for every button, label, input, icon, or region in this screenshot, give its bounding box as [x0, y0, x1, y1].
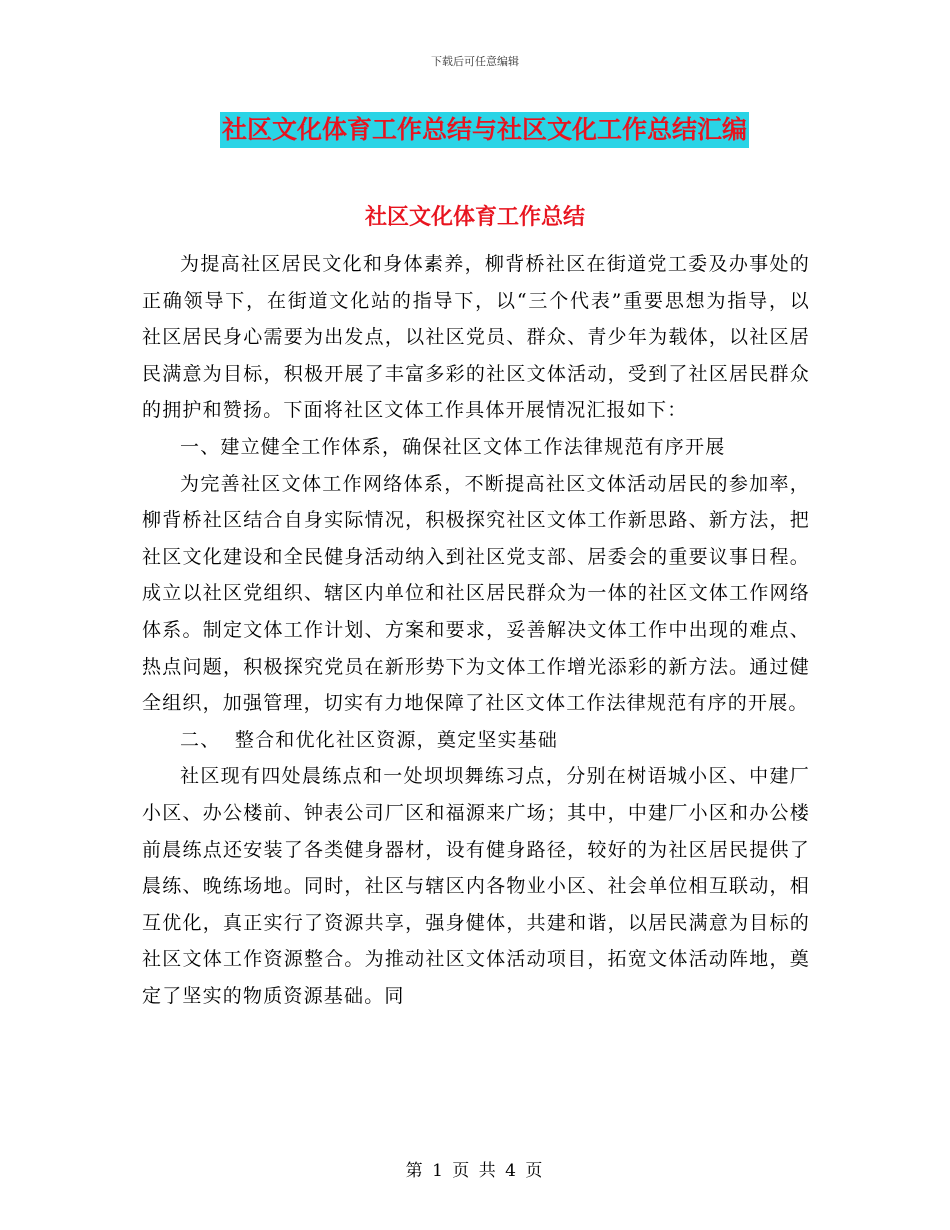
section-heading: 一、建立健全工作体系，确保社区文体工作法律规范有序开展: [180, 435, 726, 458]
main-title: 社区文化体育工作总结与社区文化工作总结汇编: [220, 112, 749, 148]
sub-title: 社区文化体育工作总结: [364, 204, 585, 230]
paragraph: 为完善社区文体工作网络体系，不断提高社区文体活动居民的参加率，柳背桥社区结合自身实际情况，积极探究社区文体工作新思路、新方法，把社区文化建设和全民健身活动纳入到社区党支部、居委会的重要议事日程。成立以社区党组织、辖区内单位和社区居民群众为一体的社区文体工作网络体系。制定文体工作计划、方案和要求，妥善解决文体工作中出现的难点、热点问题，积极探究党员在新形势下为文体工作增光添彩的新方法。通过健全组织，加强管理，切实有力地保障了社区文体工作法律规范有序的开展。: [142, 472, 810, 715]
body-text: [142, 246, 810, 1014]
section-heading: 二、 整合和优化社区资源，奠定坚实基础: [180, 728, 559, 751]
page-footer: 第 1 页 共 4 页: [405, 1161, 545, 1181]
paragraph: 社区现有四处晨练点和一处坝坝舞练习点，分别在树语城小区、中建厂小区、办公楼前、钟表公司厂区和福源来广场；其中，中建厂小区和办公楼前晨练点还安装了各类健身器材，设有健身路径，较好的为社区居民提供了晨练、晚练场地。同时，社区与辖区内各物业小区、社会单位相互联动，相互优化，真正实行了资源共享，强身健体，共建和谐，以居民满意为目标的社区文体工作资源整合。为推动社区文体活动项目，拓宽文体活动阵地，奠定了坚实的物质资源基础。同: [142, 765, 810, 1007]
main-title-wrap: [220, 112, 776, 148]
header-note: 下载后可任意编辑: [431, 55, 519, 68]
paragraph: 为提高社区居民文化和身体素养，柳背桥社区在街道党工委及办事处的正确领导下，在街道文化站的指导下，以“三个代表”重要思想为指导，以社区居民身心需要为出发点，以社区党员、群众、青少年为载体，以社区居民满意为目标，积极开展了丰富多彩的社区文体活动，受到了社区居民群众的拥护和赞扬。下面将社区文体工作具体开展情况汇报如下：: [142, 253, 810, 422]
